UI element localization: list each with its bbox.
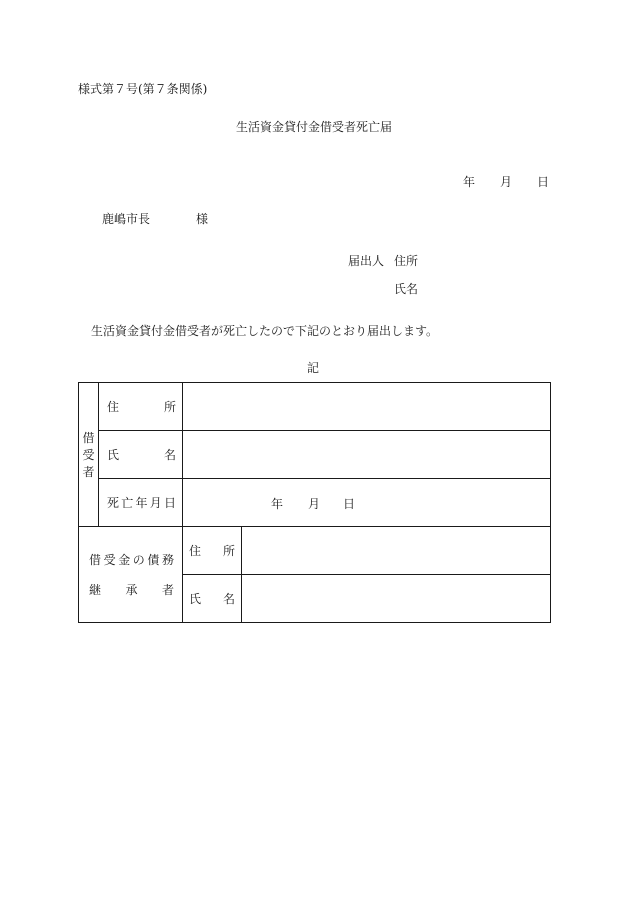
addressee-name: 鹿嶋市長 (102, 212, 151, 226)
borrower-label-cell (79, 383, 99, 527)
borrower-label-char: 借 (82, 431, 95, 445)
successor-label-line2 (89, 583, 174, 597)
death-date-label (99, 479, 183, 527)
successor-address-label (183, 527, 242, 575)
death-year-label: 年 (271, 497, 284, 511)
label-char: 住 (189, 544, 202, 558)
label-char: の (132, 552, 145, 567)
label-char: 名 (163, 448, 176, 462)
statement-text: 生活資金貸付金借受者が死亡したので下記のとおり届出します。 (91, 324, 439, 338)
date-day-label: 日 (537, 175, 550, 189)
document-title: 生活資金貸付金借受者死亡届 (236, 120, 393, 134)
label-char: 氏 (107, 448, 120, 462)
label-char: 務 (161, 552, 174, 567)
successor-label-cell (79, 527, 183, 623)
addressee-honorific: 様 (196, 212, 209, 226)
label-char: 金 (118, 552, 131, 567)
date-year-label: 年 (463, 175, 476, 189)
notification-table (78, 382, 551, 623)
notifier-label: 届出人 (348, 254, 385, 268)
borrower-label-char: 受 (82, 448, 95, 462)
date-month-label: 月 (500, 175, 513, 189)
label-char: 年 (135, 496, 148, 510)
borrower-label-char: 者 (82, 465, 95, 479)
label-char: 亡 (121, 496, 134, 510)
death-day-label: 日 (343, 497, 356, 511)
label-char: 所 (163, 400, 176, 414)
successor-name-field[interactable] (242, 575, 551, 623)
notifier-address-label: 住所 (394, 254, 419, 268)
label-char: 者 (161, 582, 174, 597)
label-char: 借 (89, 552, 102, 567)
label-char: 氏 (189, 592, 202, 606)
label-char: 所 (222, 544, 235, 558)
borrower-name-label (99, 431, 183, 479)
notifier-name-label: 氏名 (394, 282, 419, 296)
successor-label-line1 (89, 553, 174, 567)
borrower-address-label (99, 383, 183, 431)
label-char: 住 (107, 400, 120, 414)
successor-address-field[interactable] (242, 527, 551, 575)
label-char: 日 (163, 496, 176, 510)
label-char: 承 (125, 582, 138, 597)
label-char: 受 (103, 552, 116, 567)
successor-name-label (183, 575, 242, 623)
death-date-field[interactable] (183, 479, 551, 527)
borrower-name-field[interactable] (183, 431, 551, 479)
form-number: 様式第７号(第７条関係) (78, 82, 208, 96)
label-char: 月 (149, 496, 162, 510)
death-month-label: 月 (308, 497, 321, 511)
label-char: 名 (222, 592, 235, 606)
ki-marker: 記 (307, 361, 320, 375)
label-char: 死 (107, 496, 120, 510)
label-char: 継 (89, 582, 102, 597)
label-char: 債 (147, 552, 160, 567)
borrower-address-field[interactable] (183, 383, 551, 431)
